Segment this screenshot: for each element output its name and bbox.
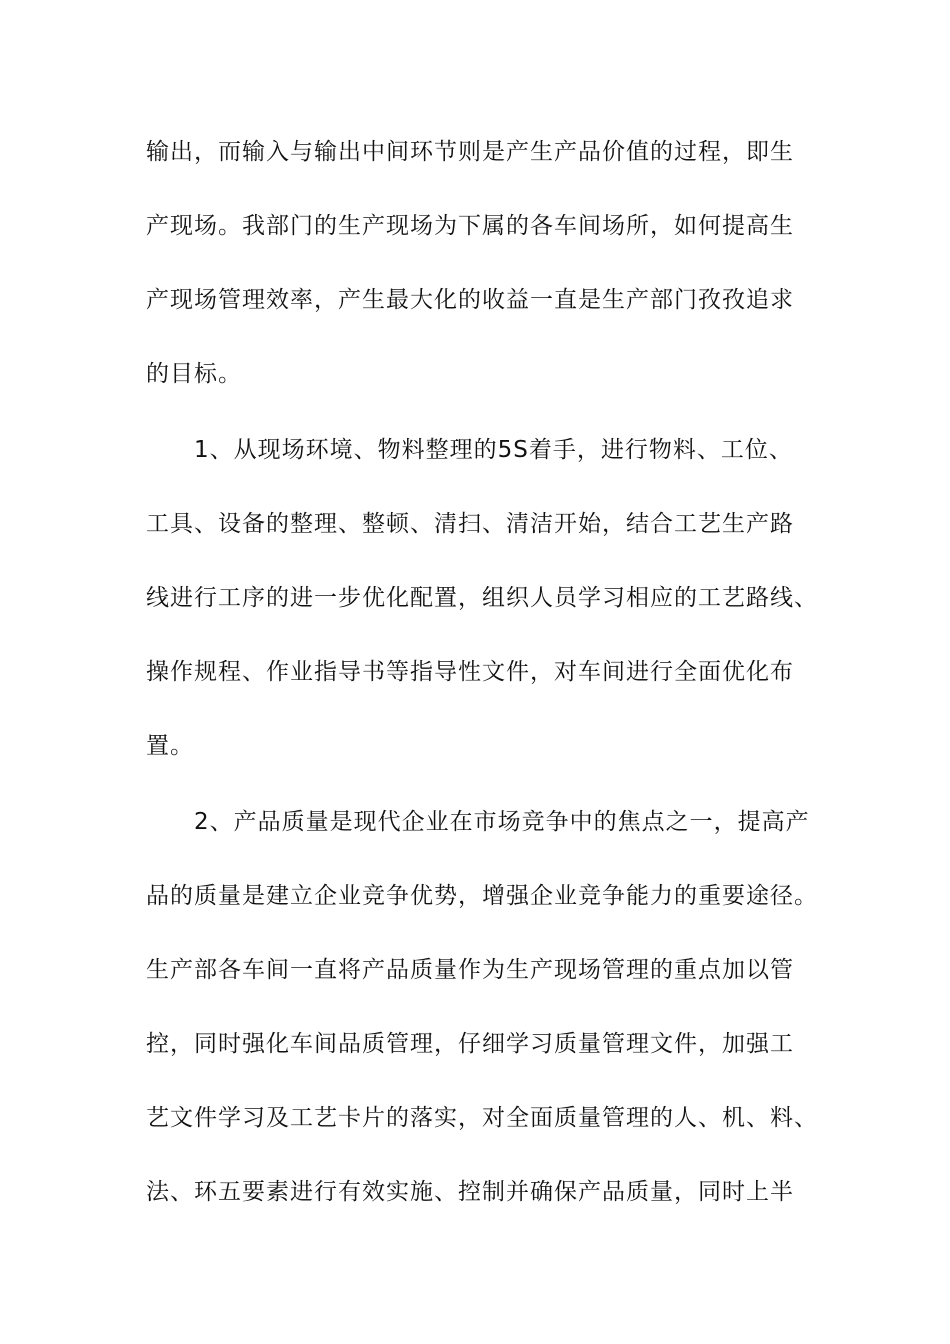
paragraph-1-first-line: 1、从现场环境、物料整理的5S着手，进行物料、工位、 <box>194 437 793 463</box>
text-line-2: 产现场。我部门的生产现场为下属的各车间场所，如何提高生 <box>146 213 794 239</box>
text-line-1: 输出，而输入与输出中间环节则是产生产品价值的过程，即生 <box>146 139 794 165</box>
text-line-11: 品的质量是建立企业竞争优势，增强企业竞争能力的重要途径。 <box>146 883 818 909</box>
text-line-15: 法、环五要素进行有效实施、控制并确保产品质量，同时上半 <box>146 1179 794 1205</box>
text-line-14: 艺文件学习及工艺卡片的落实，对全面质量管理的人、机、料、 <box>146 1105 818 1131</box>
text-line-13: 控，同时强化车间品质管理，仔细学习质量管理文件，加强工 <box>146 1031 794 1057</box>
paragraph-2-first-line: 2、产品质量是现代企业在市场竞争中的焦点之一，提高产 <box>194 809 810 835</box>
text-line-6: 工具、设备的整理、整顿、清扫、清洁开始，结合工艺生产路 <box>146 511 794 537</box>
text-line-8: 操作规程、作业指导书等指导性文件，对车间进行全面优化布 <box>146 659 794 685</box>
text-line-9: 置。 <box>146 733 194 759</box>
text-line-12: 生产部各车间一直将产品质量作为生产现场管理的重点加以管 <box>146 957 794 983</box>
text-line-7: 线进行工序的进一步优化配置，组织人员学习相应的工艺路线、 <box>146 585 818 611</box>
text-line-3: 产现场管理效率，产生最大化的收益一直是生产部门孜孜追求 <box>146 287 794 313</box>
text-line-4: 的目标。 <box>146 361 242 387</box>
